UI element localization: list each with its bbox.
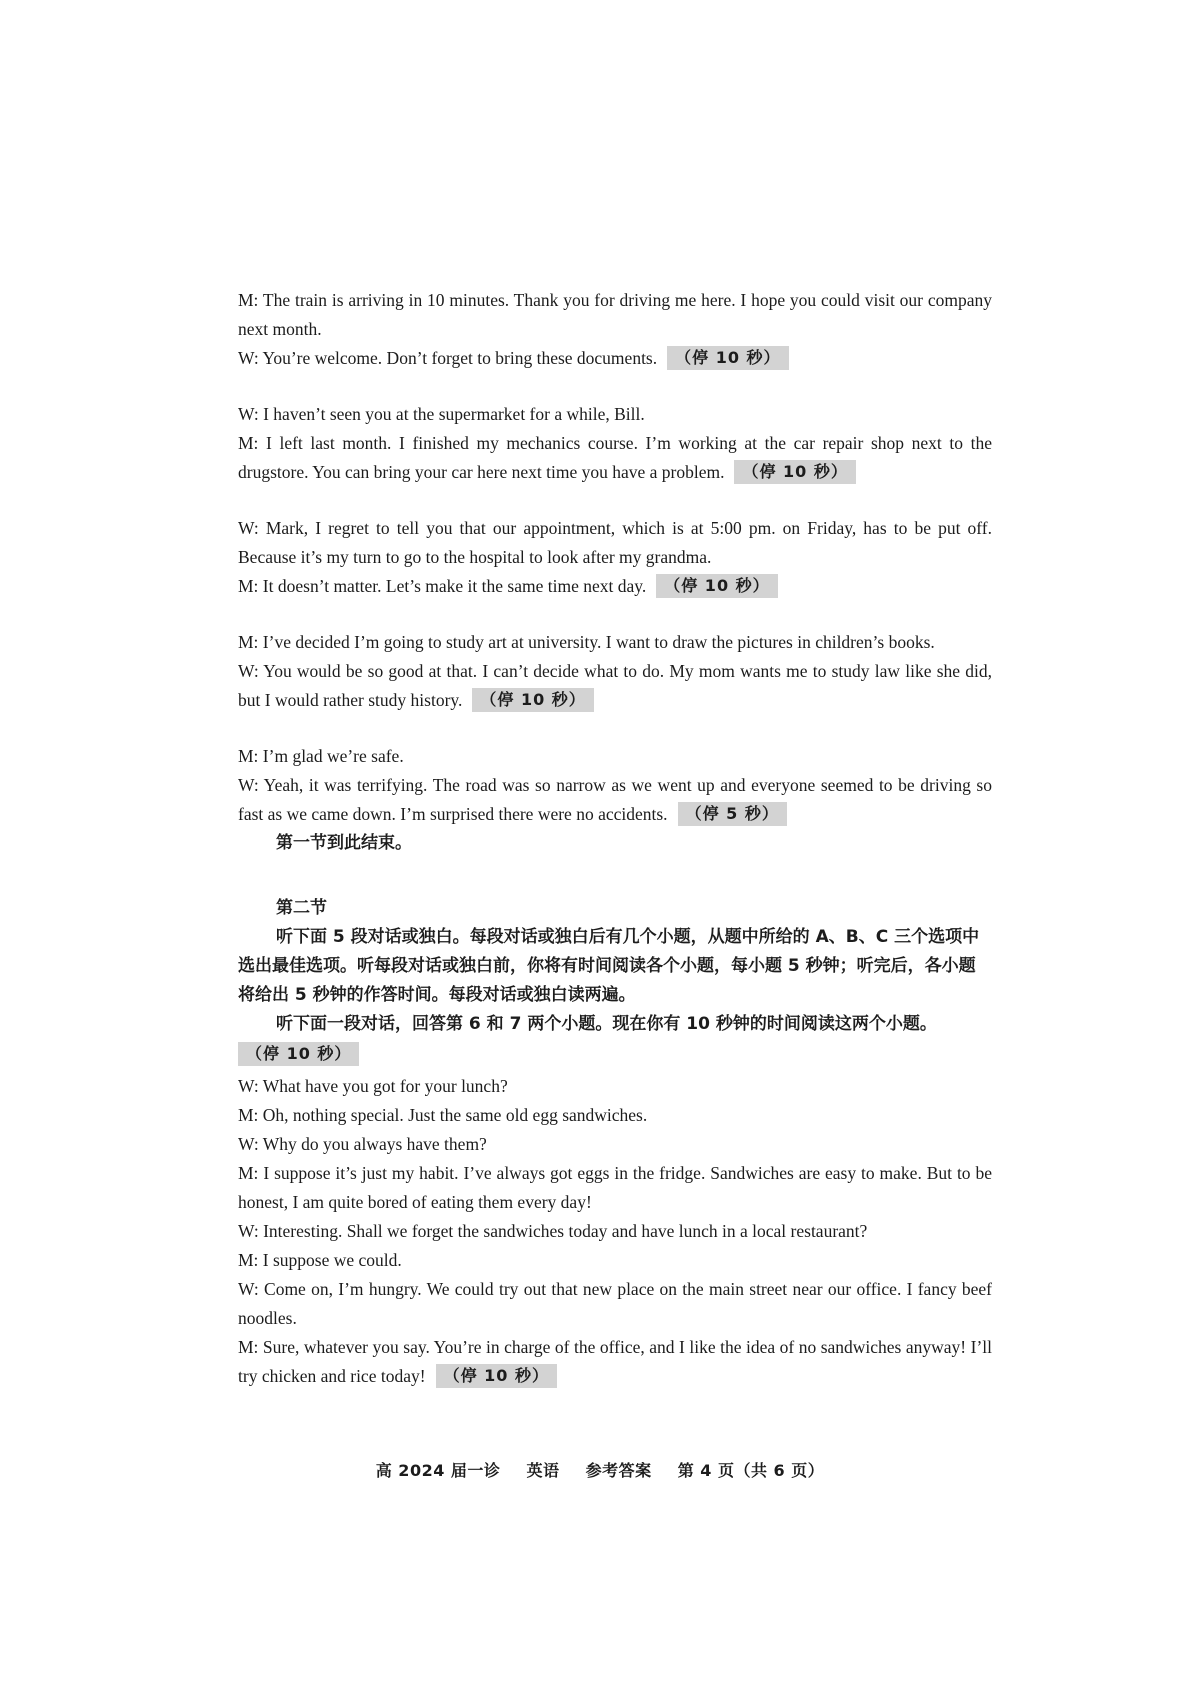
pause-marker: （停 10 秒） — [734, 460, 855, 484]
dialogue-text: M: Sure, whatever you say. You’re in charge of the office, and I like the idea of no sandwiches anyway! I’ll try chicken and rice today! — [238, 1337, 992, 1386]
dialogue-line — [238, 344, 992, 373]
dialogue-line: M: I suppose we could. — [238, 1250, 402, 1270]
dialogue-line: M: I suppose it’s just my habit. I’ve always got eggs in the fridge. Sandwiches are easy to make. But to be honest, I am quite bored of eating them every day! — [238, 1163, 992, 1212]
dialogue-line — [238, 657, 992, 715]
dialogue-line: W: I haven’t seen you at the supermarket for a while, Bill. — [238, 404, 645, 424]
dialogue-line: W: What have you got for your lunch? — [238, 1076, 508, 1096]
dialogue-3 — [238, 514, 992, 601]
dialogue-6-7 — [238, 1072, 992, 1391]
prompt-pause-line — [238, 1041, 992, 1070]
pause-marker: （停 10 秒） — [656, 574, 777, 598]
dialogue-line — [238, 771, 992, 829]
dialogue-line: M: Oh, nothing special. Just the same old egg sandwiches. — [238, 1105, 648, 1125]
dialogue-text: M: It doesn’t matter. Let’s make it the same time next day. — [238, 576, 647, 596]
dialogue-line: W: Mark, I regret to tell you that our appointment, which is at 5:00 pm. on Friday, has to be put off. Because it’s my turn to go to the hospital to look after my grandma. — [238, 518, 992, 567]
dialogue-line: M: The train is arriving in 10 minutes. Thank you for driving me here. I hope you could visit our company next month. — [238, 290, 992, 339]
footer-exam: 高 2024 届一诊 — [375, 1461, 501, 1480]
dialogue-text: W: You would be so good at that. I can’t decide what to do. My mom wants me to study law like she did, but I would rather study history. — [238, 661, 992, 710]
dialogue-line — [238, 572, 992, 601]
section-end-note: 第一节到此结束。 — [276, 833, 412, 853]
footer-subject: 英语 — [526, 1461, 560, 1480]
dialogue-line: M: I’ve decided I’m going to study art at university. I want to draw the pictures in children’s books. — [238, 632, 935, 652]
pause-marker: （停 10 秒） — [238, 1042, 359, 1066]
dialogue-5 — [238, 742, 992, 829]
footer-doc-type: 参考答案 — [585, 1461, 652, 1480]
dialogue-text: W: You’re welcome. Don’t forget to bring these documents. — [238, 348, 658, 368]
page-footer — [0, 1458, 1200, 1481]
dialogue-1 — [238, 286, 992, 373]
pause-marker: （停 10 秒） — [667, 346, 788, 370]
dialogue-line: W: Interesting. Shall we forget the sandwiches today and have lunch in a local restaurant? — [238, 1221, 868, 1241]
question-prompt: 听下面一段对话，回答第 6 和 7 两个小题。现在你有 10 秒钟的时间阅读这两个小题。 — [276, 1014, 937, 1034]
section-heading: 第二节 — [276, 898, 327, 918]
dialogue-text: M: I left last month. I finished my mechanics course. I’m working at the car repair shop next to the drugstore. You can bring your car here next time you have a problem. — [238, 433, 992, 482]
dialogue-line: W: Come on, I’m hungry. We could try out that new place on the main street near our office. I fancy beef noodles. — [238, 1279, 992, 1328]
dialogue-line: M: I’m glad we’re safe. — [238, 746, 404, 766]
document-body — [238, 286, 992, 1391]
pause-marker: （停 10 秒） — [472, 688, 593, 712]
dialogue-line: W: Why do you always have them? — [238, 1134, 487, 1154]
dialogue-2 — [238, 400, 992, 487]
footer-page-number: 第 4 页（共 6 页） — [677, 1461, 825, 1480]
dialogue-line — [238, 1333, 992, 1391]
dialogue-line — [238, 429, 992, 487]
section-instruction: 听下面 5 段对话或独白。每段对话或独白后有几个小题，从题中所给的 A、B、C 三个选项中选出最佳选项。听每段对话或独白前，你将有时间阅读各个小题，每小题 5 秒钟；听完后，各小题将给出 5 秒钟的作答时间。每段对话或独白读两遍。 — [238, 927, 980, 1005]
pause-marker: （停 5 秒） — [678, 802, 787, 826]
pause-marker: （停 10 秒） — [436, 1364, 557, 1388]
dialogue-4 — [238, 628, 992, 715]
dialogue-text: W: Yeah, it was terrifying. The road was so narrow as we went up and everyone seemed to be driving so fast as we came down. I’m surprised there were no accidents. — [238, 775, 992, 824]
